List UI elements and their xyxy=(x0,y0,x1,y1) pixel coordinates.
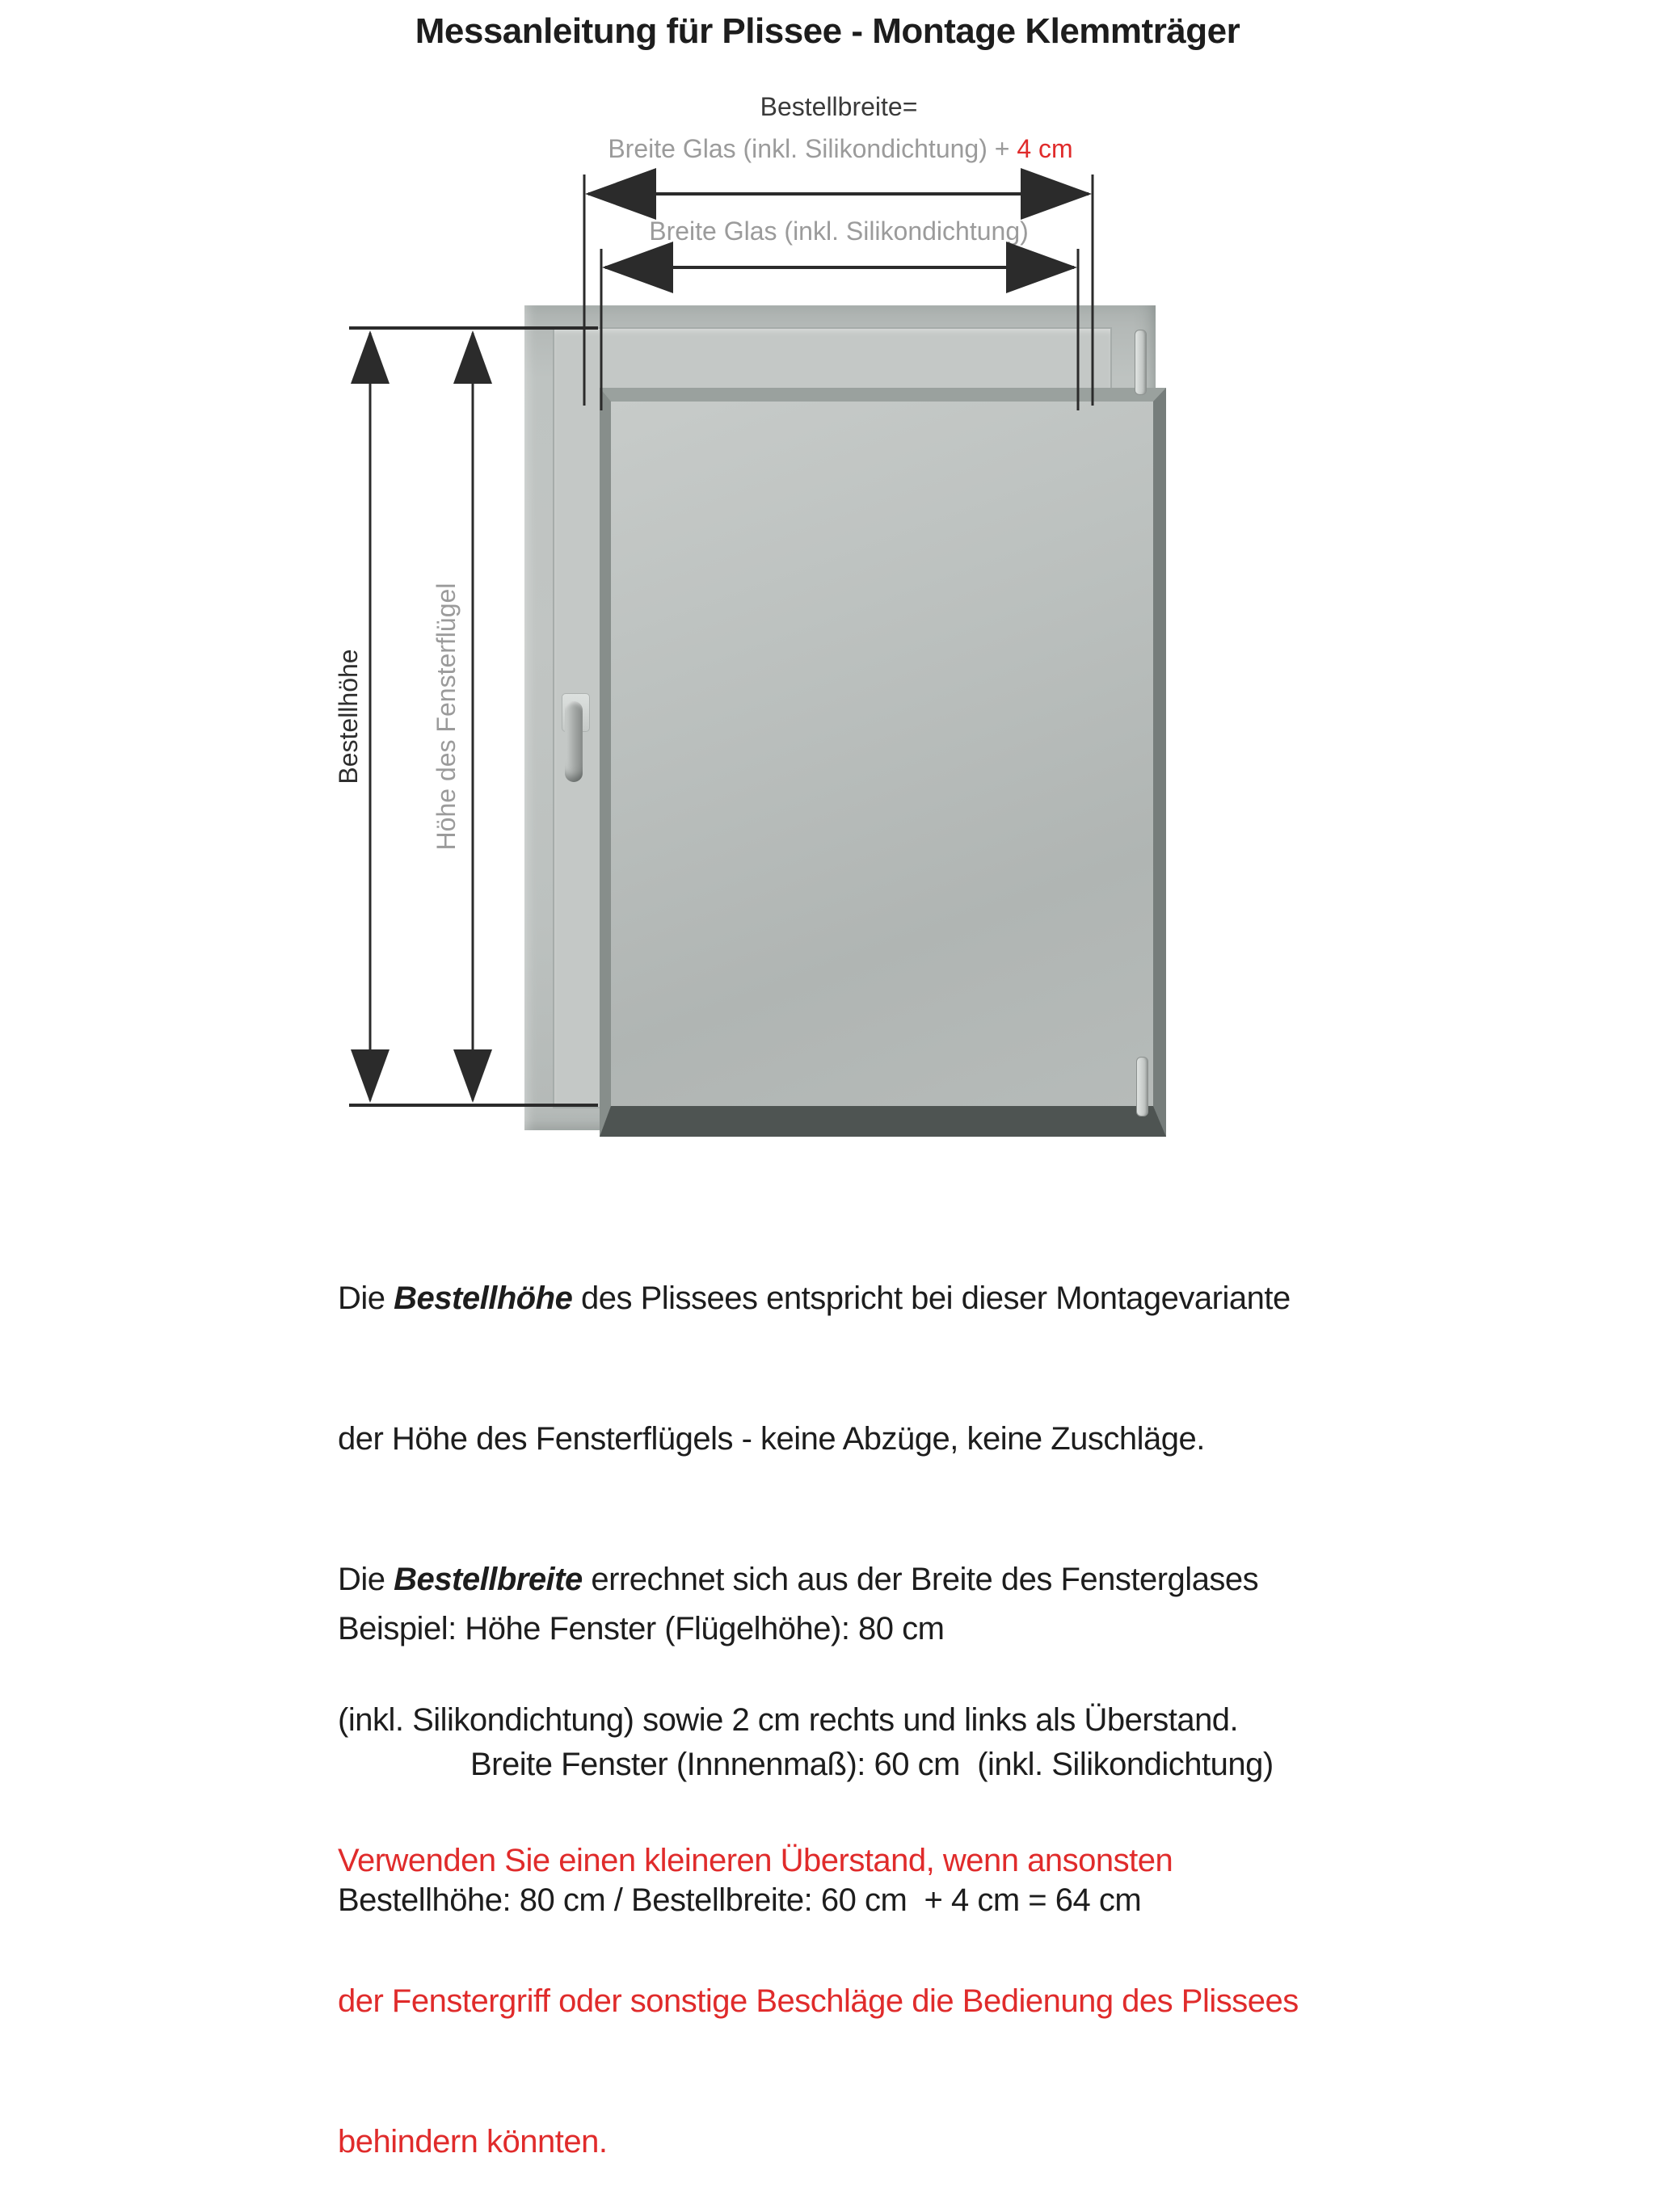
description-line: (inkl. Silikondichtung) sowie 2 cm rechts und links als Überstand. xyxy=(338,1702,1239,1738)
order-width-term: Bestellbreite xyxy=(394,1562,583,1597)
glass-width-plus-gray: Breite Glas (inkl. Silikondichtung) + xyxy=(608,134,1017,163)
page-title: Messanleitung für Plissee - Montage Klemmträger xyxy=(415,11,1240,51)
glass-width-plus-label xyxy=(533,134,1148,164)
description-line: der Höhe des Fensterflügels - keine Abzüge, keine Zuschläge. xyxy=(338,1421,1205,1457)
glass-width-plus-red: 4 cm xyxy=(1017,134,1073,163)
order-width-label: Bestellbreite= xyxy=(760,92,918,121)
window-hinge-top xyxy=(1135,330,1147,395)
window-handle-icon xyxy=(565,701,583,782)
example-line: Bestellhöhe: 80 cm / Bestellbreite: 60 cm + 4 cm = 64 cm xyxy=(338,1882,1142,1918)
order-height-term: Bestellhöhe xyxy=(394,1281,573,1316)
window-hinge-bottom xyxy=(1136,1057,1148,1117)
example-line: Beispiel: Höhe Fenster (Flügelhöhe): 80 cm xyxy=(338,1611,945,1646)
sash-height-label: Höhe des Fensterflügel xyxy=(432,582,461,851)
description-line: Die Bestellhöhe des Plissees entspricht bei dieser Montagevariante xyxy=(338,1281,1291,1316)
window-illustration xyxy=(524,305,1156,1130)
example-text xyxy=(338,1516,1550,1968)
order-height-label: Bestellhöhe xyxy=(334,649,363,784)
warning-line: Verwenden Sie einen kleineren Überstand, wenn ansonsten xyxy=(338,1843,1173,1878)
glass-width-label: Breite Glas (inkl. Silikondichtung) xyxy=(649,217,1029,246)
example-line: Breite Fenster (Innnenmaß): 60 cm (inkl. Silikondichtung) xyxy=(470,1747,1274,1782)
description-line: Die Bestellbreite errechnet sich aus der Breite des Fensterglases xyxy=(338,1562,1259,1597)
warning-line: behindern könnten. xyxy=(338,2124,608,2159)
window-glass xyxy=(600,388,1166,1137)
warning-line: der Fenstergriff oder sonstige Beschläge die Bedienung des Plissees xyxy=(338,1983,1299,2019)
